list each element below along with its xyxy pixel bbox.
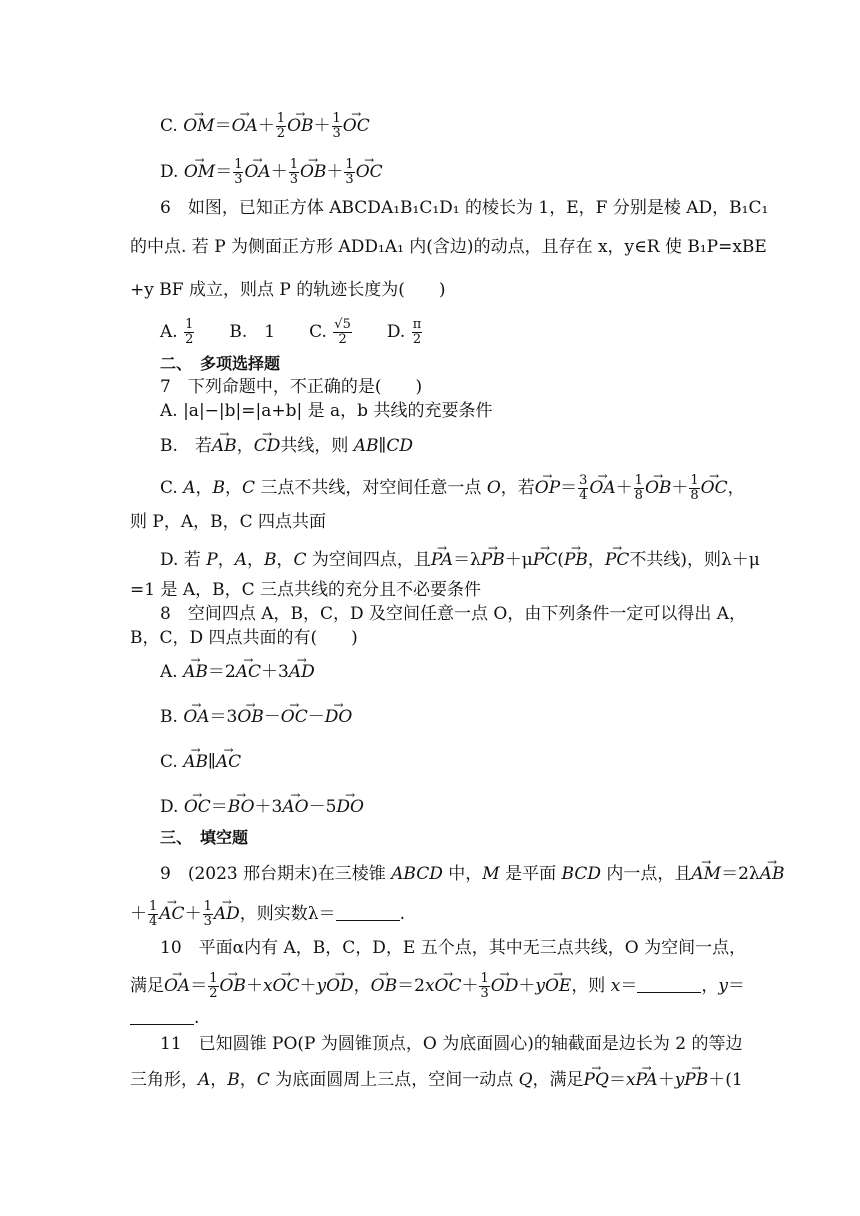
text-line-l25: 满足→ OA＝ $\frac{1}{2}$ → OB＋x→ OC＋y→ OD，→ OB＝2x→ OC＋ $\frac{1}{3}$ → OD＋y→ OE，则 x＝ ，y＝ bbox=[130, 972, 745, 1001]
text-line-l20: D. → OC＝→ BO＋3→ AO－5→ DO bbox=[160, 795, 364, 819]
text-line-l23: ＋ $\frac{1}{4}$ → AC＋ $\frac{1}{3}$ → AD，则实数λ＝ . bbox=[130, 900, 405, 929]
text-line-l2: D. → OM＝ $\frac{1}{3}$ → OA＋ $\frac{1}{3}$ → OB＋ $\frac{1}{3}$ → OC bbox=[160, 158, 383, 187]
text-line-l12: 则 P，A，B，C 四点共面 bbox=[130, 512, 327, 532]
text-line-l3: 6 如图，已知正方体 ABCDA₁B₁C₁D₁ 的棱长为 1，E，F 分别是棱 AD，B₁C₁ bbox=[160, 198, 769, 218]
text-line-l1: C. → OM＝→ OA＋ $\frac{1}{2}$ → OB＋ $\frac{1}{3}$ → OC bbox=[160, 112, 370, 141]
text-line-l18: B. → OA＝3→ OB－→ OC－→ DO bbox=[160, 705, 352, 729]
text-line-l4: 的中点. 若 P 为侧面正方形 ADD₁A₁ 内(含边)的动点，且存在 x，y∈R 使 B₁P=xBE bbox=[130, 237, 767, 257]
text-line-l22: 9 (2023 邢台期末)在三棱锥 ABCD 中，M 是平面 BCD 内一点，且→ AM＝2λ→ AB bbox=[160, 862, 784, 886]
text-line-l9: A. |a|−|b|=|a+b| 是 a，b 共线的充要条件 bbox=[160, 401, 493, 421]
text-line-l16: B，C，D 四点共面的有( ) bbox=[130, 628, 358, 648]
text-line-l14: =1 是 A，B，C 三点共线的充分且不必要条件 bbox=[130, 580, 482, 600]
text-line-l19: C. → AB∥→ AC bbox=[160, 750, 241, 774]
text-line-l11: C. A，B，C 三点不共线，对空间任意一点 O，若→ OP＝ $\frac{3}{4}$ → OA＋ $\frac{1}{8}$ → OB＋ $\frac{1}{8}$ → OC， bbox=[160, 474, 745, 503]
text-line-l10: B. 若→ AB，→ CD共线，则 AB∥CD bbox=[160, 434, 413, 458]
text-line-l24: 10 平面α内有 A，B，C，D，E 五个点，其中无三点共线，O 为空间一点， bbox=[160, 938, 747, 958]
text-line-l26: . bbox=[130, 1006, 199, 1030]
text-line-l15: 8 空间四点 A，B，C，D 及空间任意一点 O，由下列条件一定可以得出 A， bbox=[160, 604, 747, 624]
text-line-l5: +y BF 成立，则点 P 的轨迹长度为( ) bbox=[130, 280, 446, 300]
text-line-l17: A. → AB＝2→ AC＋3→ AD bbox=[160, 660, 315, 684]
text-line-l8: 7 下列命题中，不正确的是( ) bbox=[160, 377, 423, 397]
text-line-l13: D. 若 P，A，B，C 为空间四点，且→ PA＝λ→ PB＋μ→ PC(→ PB，→ PC不共线)，则λ＋μ bbox=[160, 548, 760, 572]
text-line-l6: A. $\frac{1}{2}$ B. 1 C. $\frac{√5}{2}$ D. $\frac{\pi}{2}$ bbox=[160, 317, 422, 347]
text-line-l28: 三角形，A，B，C 为底面圆周上三点，空间一动点 Q，满足→ PQ＝x→ PA＋y→ PB＋(1 bbox=[130, 1068, 743, 1092]
text-line-l7: 二、 多项选择题 bbox=[160, 354, 281, 373]
text-line-l21: 三、 填空题 bbox=[160, 828, 249, 847]
text-line-l27: 11 已知圆锥 PO(P 为圆锥顶点，O 为底面圆心)的轴截面是边长为 2 的等边 bbox=[160, 1034, 743, 1054]
